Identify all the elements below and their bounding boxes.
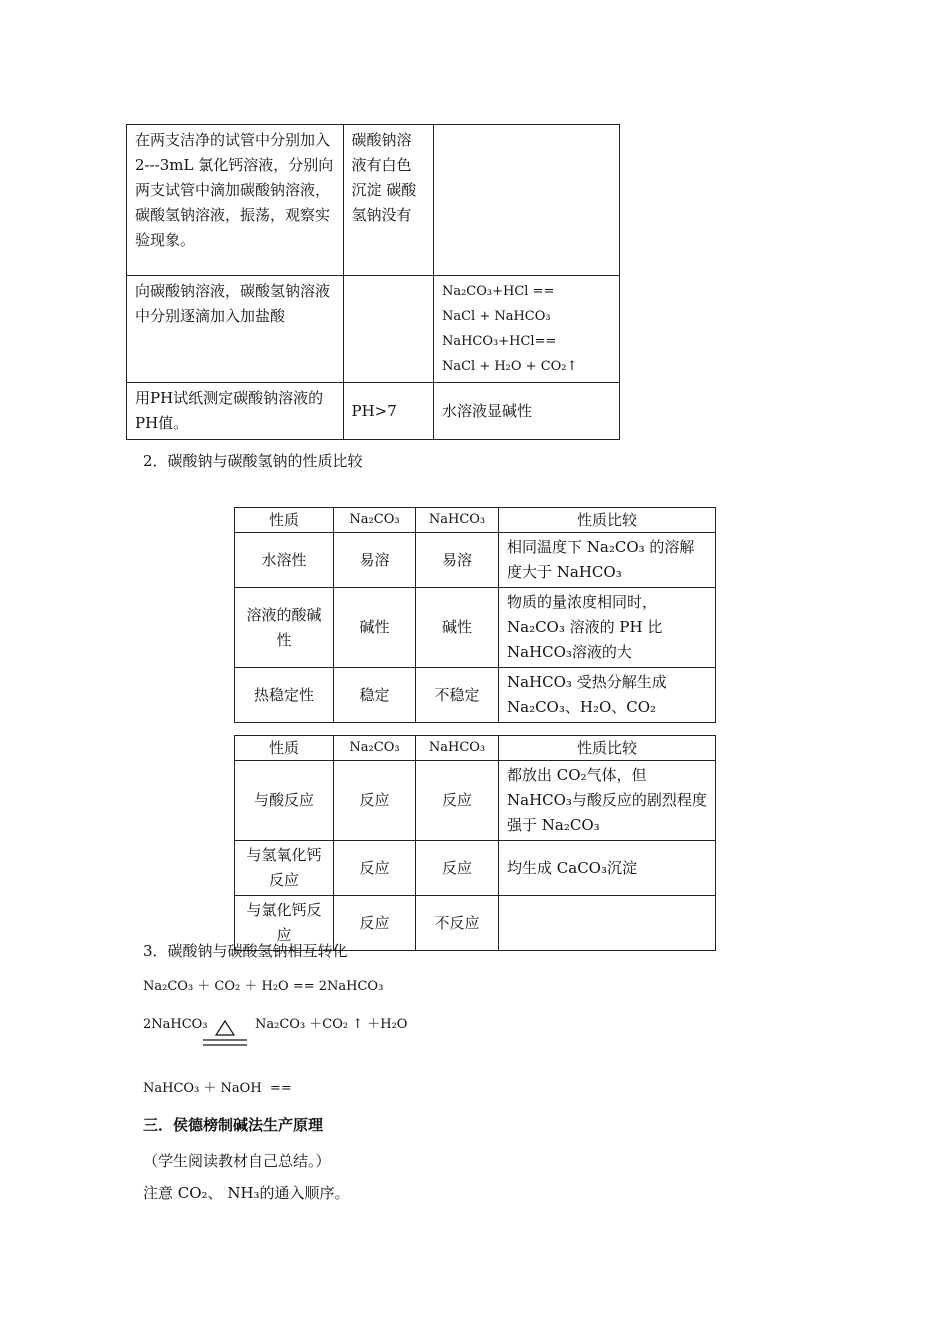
- table-row: [127, 125, 620, 276]
- equation-line: NaCl + H₂O + CO₂↑: [441, 359, 578, 374]
- table-row: [235, 588, 716, 668]
- note-text: （学生阅读教材自己总结。）: [143, 1152, 331, 1170]
- table-cell: 碱性: [334, 588, 416, 668]
- header-cell: NaHCO₃: [416, 736, 499, 761]
- note-text: 注意 CO₂、 NH₃的通入顺序。: [143, 1184, 350, 1202]
- equation-line: Na₂CO₃ ＋CO₂ ↑ ＋H₂O: [255, 1017, 408, 1032]
- table-row: [235, 533, 716, 588]
- table-header-row: [235, 508, 716, 533]
- table-header-row: [235, 736, 716, 761]
- table-cell: [343, 276, 433, 383]
- section-heading: 三．侯德榜制碱法生产原理: [143, 1116, 324, 1134]
- table-cell: PH>7: [343, 383, 433, 440]
- table-cell: 与氯化钙反应: [235, 896, 334, 951]
- table-row: [127, 383, 620, 440]
- equation-line: Na₂CO₃ ＋ CO₂ ＋ H₂O == 2NaHCO₃: [143, 979, 384, 994]
- section-title: 2．碳酸钠与碳酸氢钠的性质比较: [143, 452, 363, 470]
- table-cell: 反应: [416, 841, 499, 896]
- table-cell: 在两支洁净的试管中分别加入 2---3mL 氯化钙溶液，分别向两支试管中滴加碳酸钠溶液，碳酸氢钠溶液，振荡，观察实验现象。: [127, 125, 344, 276]
- header-cell: NaHCO₃: [416, 508, 499, 533]
- comparison-table-1: [234, 507, 716, 723]
- table-cell: 反应: [334, 841, 416, 896]
- table-cell: 反应: [334, 896, 416, 951]
- table-cell: [499, 896, 716, 951]
- table-cell: 反应: [334, 761, 416, 841]
- table-cell: NaHCO₃ 受热分解生成 Na₂CO₃、H₂O、CO₂: [499, 668, 716, 723]
- header-cell: Na₂CO₃: [334, 736, 416, 761]
- section-title: 3．碳酸钠与碳酸氢钠相互转化: [143, 942, 348, 960]
- experiment-table: [126, 124, 620, 440]
- table-cell: 都放出 CO₂气体，但 NaHCO₃与酸反应的剧烈程度强于 Na₂CO₃: [499, 761, 716, 841]
- table-cell: 易溶: [334, 533, 416, 588]
- equation-line: Na₂CO₃+HCl ==: [441, 284, 555, 299]
- table-cell: 热稳定性: [235, 668, 334, 723]
- table-row: [235, 668, 716, 723]
- table-row: [127, 276, 620, 383]
- equation-line: NaCl + NaHCO₃: [441, 309, 551, 324]
- comparison-table-2: [234, 735, 716, 951]
- table-cell: 物质的量浓度相同时，Na₂CO₃ 溶液的 PH 比 NaHCO₃溶液的大: [499, 588, 716, 668]
- header-cell: 性质比较: [499, 736, 716, 761]
- table-cell: 与酸反应: [235, 761, 334, 841]
- header-cell: 性质: [235, 736, 334, 761]
- table-cell: 易溶: [416, 533, 499, 588]
- table-cell: 与氢氧化钙反应: [235, 841, 334, 896]
- table-cell: 相同温度下 Na₂CO₃ 的溶解度大于 NaHCO₃: [499, 533, 716, 588]
- table-cell: 不稳定: [416, 668, 499, 723]
- table-row: [235, 761, 716, 841]
- header-cell: 性质: [235, 508, 334, 533]
- table-cell: 稳定: [334, 668, 416, 723]
- table-cell: 碳酸钠溶液有白色沉淀 碳酸氢钠没有: [343, 125, 433, 276]
- table-cell: 均生成 CaCO₃沉淀: [499, 841, 716, 896]
- equation-line: 2NaHCO₃: [143, 1017, 208, 1032]
- table-row: [235, 841, 716, 896]
- table-cell: [433, 276, 619, 383]
- table-cell: 碱性: [416, 588, 499, 668]
- heat-triangle-icon: [203, 1018, 247, 1048]
- equation-line: NaHCO₃ ＋ NaOH ==: [143, 1081, 292, 1096]
- table-cell: 用PH试纸测定碳酸钠溶液的PH值。: [127, 383, 344, 440]
- table-cell: 反应: [416, 761, 499, 841]
- table-cell: [433, 125, 619, 276]
- table-cell: 水溶性: [235, 533, 334, 588]
- table-cell: 溶液的酸碱性: [235, 588, 334, 668]
- table-cell: 不反应: [416, 896, 499, 951]
- header-cell: 性质比较: [499, 508, 716, 533]
- table-cell: 水溶液显碱性: [433, 383, 619, 440]
- header-cell: Na₂CO₃: [334, 508, 416, 533]
- equation-line: NaHCO₃+HCl==: [441, 334, 557, 349]
- table-cell: 向碳酸钠溶液，碳酸氢钠溶液中分别逐滴加入加盐酸: [127, 276, 344, 383]
